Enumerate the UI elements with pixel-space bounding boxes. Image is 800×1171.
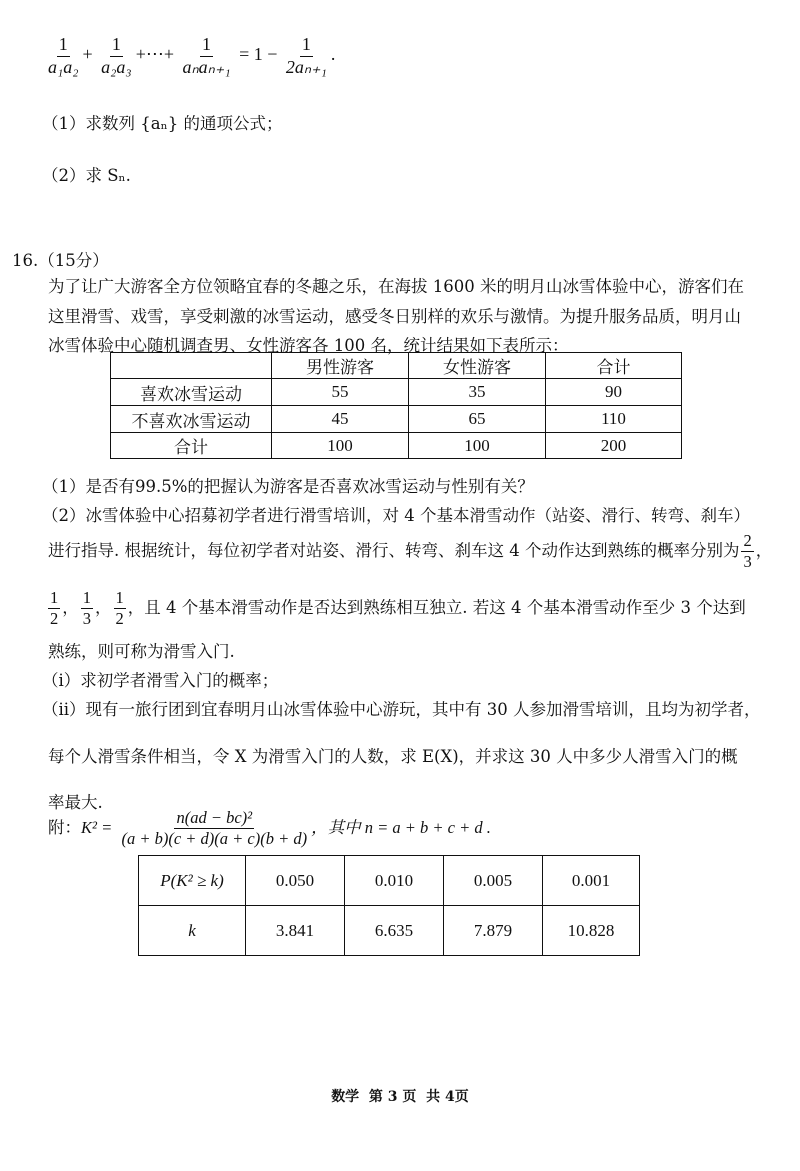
num: n(ad − bc)² bbox=[176, 808, 253, 827]
num: 1 bbox=[50, 588, 59, 607]
cell: 65 bbox=[409, 406, 546, 433]
cell: 45 bbox=[272, 406, 409, 433]
num: 1 bbox=[200, 34, 213, 57]
cell: 55 bbox=[272, 379, 409, 406]
label: 附： bbox=[48, 817, 81, 837]
problem-number: 16.（15分） bbox=[12, 251, 109, 270]
cell: 90 bbox=[546, 379, 682, 406]
header-cell: 女性游客 bbox=[409, 353, 546, 379]
table-row bbox=[111, 433, 682, 459]
cell: 100 bbox=[272, 433, 409, 459]
header-cell: 合计 bbox=[546, 353, 682, 379]
den: 2 bbox=[50, 608, 59, 628]
survey-table bbox=[110, 352, 682, 459]
num: 1 bbox=[110, 34, 123, 57]
prev-q2: （2）求 Sₙ. bbox=[42, 166, 131, 185]
den: a₁a₂ bbox=[48, 56, 79, 77]
den: 2 bbox=[115, 608, 124, 628]
cell: 不喜欢冰雪运动 bbox=[111, 406, 272, 433]
header-cell bbox=[111, 353, 272, 379]
cell: 100 bbox=[409, 433, 546, 459]
table-row bbox=[111, 406, 682, 433]
page-footer: 数学 第 3 页 共 4页 bbox=[331, 1089, 469, 1105]
dots: +⋯+ bbox=[135, 44, 174, 65]
question-2ii-line: 率最大. bbox=[48, 793, 103, 812]
cell: 200 bbox=[546, 433, 682, 459]
cell: k bbox=[139, 906, 246, 956]
cell: P(K² ≥ k) bbox=[139, 856, 246, 906]
num: 1 bbox=[115, 588, 124, 607]
cell: 35 bbox=[409, 379, 546, 406]
intro-line: 这里滑雪、戏雪，享受刺激的冰雪运动，感受冬日别样的欢乐与激情。为提升服务品质，明月山 bbox=[48, 307, 741, 326]
text: ，且 4 个基本滑雪动作是否达到熟练相互独立. 若这 4 个基本滑雪动作至少 3 个达到 bbox=[127, 597, 746, 617]
num: 1 bbox=[82, 588, 91, 607]
table-header bbox=[111, 353, 682, 379]
den: (a + b)(c + d)(a + c)(b + d) bbox=[121, 828, 308, 848]
cell: 合计 bbox=[111, 433, 272, 459]
cell: 0.005 bbox=[444, 856, 543, 906]
num: 1 bbox=[300, 34, 313, 57]
cell: 110 bbox=[546, 406, 682, 433]
question-2-line: 熟练，则可称为滑雪入门. bbox=[48, 642, 235, 661]
header-cell: 男性游客 bbox=[272, 353, 409, 379]
table-row bbox=[111, 379, 682, 406]
cell: 10.828 bbox=[543, 906, 640, 956]
k2-lhs: K² = bbox=[81, 817, 113, 837]
intro-line: 冰雪体验中心随机调查男、女性游客各 100 名，统计结果如下表所示： bbox=[48, 336, 569, 355]
text: 进行指导. 根据统计，每位初学者对站姿、滑行、转弯、刹车这 4 个动作达到熟练的概率分别为 bbox=[48, 540, 740, 560]
intro-line: 为了让广大游客全方位领略宜春的冬趣之乐，在海拔 1600 米的明月山冰雪体验中心，游客们在 bbox=[48, 277, 744, 296]
cell: 3.841 bbox=[246, 906, 345, 956]
den: aₙaₙ₊₁ bbox=[182, 56, 231, 77]
table-row bbox=[139, 856, 640, 906]
cell: 7.879 bbox=[444, 906, 543, 956]
cell: 6.635 bbox=[345, 906, 444, 956]
table-row bbox=[139, 906, 640, 956]
question-2-line: $\frac{1}{2}$ ， $\frac{1}{3}$ ， $\frac{1}{2}$ ，且 4 个基本滑雪动作是否达到熟练相互独立. 若这 4 个基本滑雪动作至少 3 个达到 bbox=[50, 588, 746, 628]
critical-value-table bbox=[138, 855, 640, 956]
cell: 0.001 bbox=[543, 856, 640, 906]
sum-formula: $\frac{1}{\text{a₁a₂}}$ + $\frac{1}{\text{a₂a₃}}$ +⋯+ $\frac{1}{\text{aₙaₙ₊₁}}$ = 1 − $\frac{1}{\text{2aₙ₊₁}}$ . bbox=[48, 34, 336, 77]
period: . bbox=[330, 44, 336, 65]
k2-tail: ，其中 n = a + b + c + d . bbox=[311, 817, 491, 837]
den: a₂a₃ bbox=[101, 56, 132, 77]
den: 3 bbox=[82, 608, 91, 628]
question-2: （2）冰雪体验中心招募初学者进行滑雪培训，对 4 个基本滑雪动作（站姿、滑行、转弯、刹车） bbox=[42, 506, 750, 525]
den: 2aₙ₊₁ bbox=[285, 56, 327, 77]
cell: 0.010 bbox=[345, 856, 444, 906]
rhs: = 1 − bbox=[239, 44, 278, 65]
question-2i: （i）求初学者滑雪入门的概率； bbox=[42, 671, 279, 690]
question-1: （1）是否有99.5%的把握认为游客是否喜欢冰雪运动与性别有关？ bbox=[42, 477, 534, 496]
question-2-line: 进行指导. 根据统计，每位初学者对站姿、滑行、转弯、刹车这 4 个动作达到熟练的概率分别为 $\frac{2}{3}$ ， bbox=[48, 531, 773, 571]
question-2ii-line: 每个人滑雪条件相当，令 X 为滑雪入门的人数，求 E(X)，并求这 30 人中多少人滑雪入门的概 bbox=[48, 747, 738, 766]
num: 1 bbox=[57, 34, 70, 57]
cell: 喜欢冰雪运动 bbox=[111, 379, 272, 406]
cell: 0.050 bbox=[246, 856, 345, 906]
question-2ii: （ii）现有一旅行团到宜春明月山冰雪体验中心游玩，其中有 30 人参加滑雪培训，且均为初学者， bbox=[42, 700, 761, 719]
prev-q1: （1）求数列 {aₙ} 的通项公式； bbox=[42, 114, 283, 133]
num: 2 bbox=[743, 531, 752, 550]
den: 3 bbox=[743, 551, 752, 571]
appendix-formula bbox=[48, 808, 491, 849]
